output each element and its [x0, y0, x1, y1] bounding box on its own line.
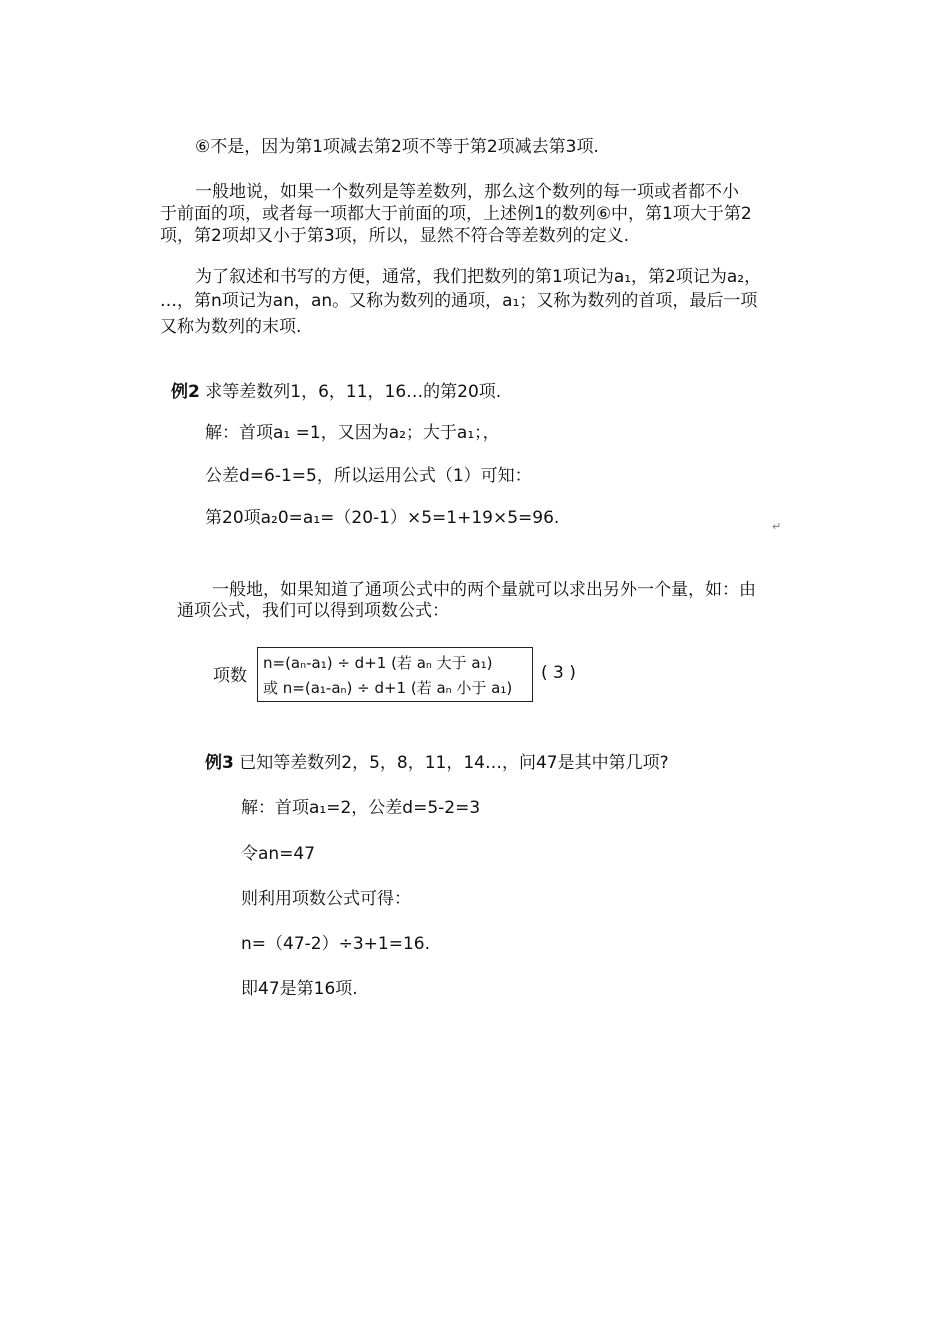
- solution-line: 解：首项a₁=2，公差d=5-2=3: [241, 798, 481, 818]
- formula-box: [257, 647, 533, 702]
- text-line: 通项公式，我们可以得到项数公式：: [177, 601, 449, 621]
- solution-line: 解：首项a₁ =1，又因为a₂；大于a₁；，: [205, 423, 500, 443]
- text-line: 又称为数列的末项.: [160, 317, 302, 337]
- text-line: 一般地说，如果一个数列是等差数列，那么这个数列的每一项或者都不小: [195, 182, 739, 202]
- example-2-label: 例2: [171, 382, 200, 402]
- paragraph-mark: ↵: [772, 520, 782, 533]
- example-3-heading: [205, 752, 669, 774]
- example-2-question: 求等差数列1，6，11，16…的第20项.: [205, 382, 502, 402]
- text-line: …，第n项记为an，an。又称为数列的通项，a₁；又称为数列的首项，最后一项: [160, 291, 758, 311]
- text-line: ⑥不是，因为第1项减去第2项不等于第2项减去第3项.: [195, 137, 599, 157]
- text-line: 项，第2项却又小于第3项，所以，显然不符合等差数列的定义.: [160, 226, 630, 246]
- example-3-label: 例3: [205, 753, 234, 773]
- solution-line: 第20项a₂0=a₁=（20-1）×5=1+19×5=96.: [205, 508, 560, 528]
- example-3-question: 已知等差数列2，5，8，11，14…，问47是其中第几项?: [239, 753, 669, 773]
- example-2-heading: [171, 381, 501, 403]
- formula-line-1: n=(aₙ-a₁) ÷ d+1 (若 aₙ 大于 a₁): [263, 654, 493, 672]
- solution-line: 令an=47: [241, 844, 316, 864]
- formula-line-2: 或 n=(a₁-aₙ) ÷ d+1 (若 aₙ 小于 a₁): [263, 679, 513, 697]
- text-line: 于前面的项，或者每一项都大于前面的项，上述例1的数列⑥中，第1项大于第2: [160, 204, 752, 224]
- text-line: 一般地，如果知道了通项公式中的两个量就可以求出另外一个量，如：由: [212, 580, 756, 600]
- solution-line: 即47是第16项.: [241, 979, 358, 999]
- formula-label: 项数: [213, 666, 247, 686]
- formula-number: ( 3 ): [541, 663, 576, 683]
- solution-line: 则利用项数公式可得：: [241, 889, 411, 909]
- solution-line: 公差d=6-1=5，所以运用公式（1）可知：: [205, 466, 532, 486]
- solution-line: n=（47-2）÷3+1=16.: [241, 934, 431, 954]
- text-line: 为了叙述和书写的方便，通常，我们把数列的第1项记为a₁，第2项记为a₂，: [195, 267, 762, 287]
